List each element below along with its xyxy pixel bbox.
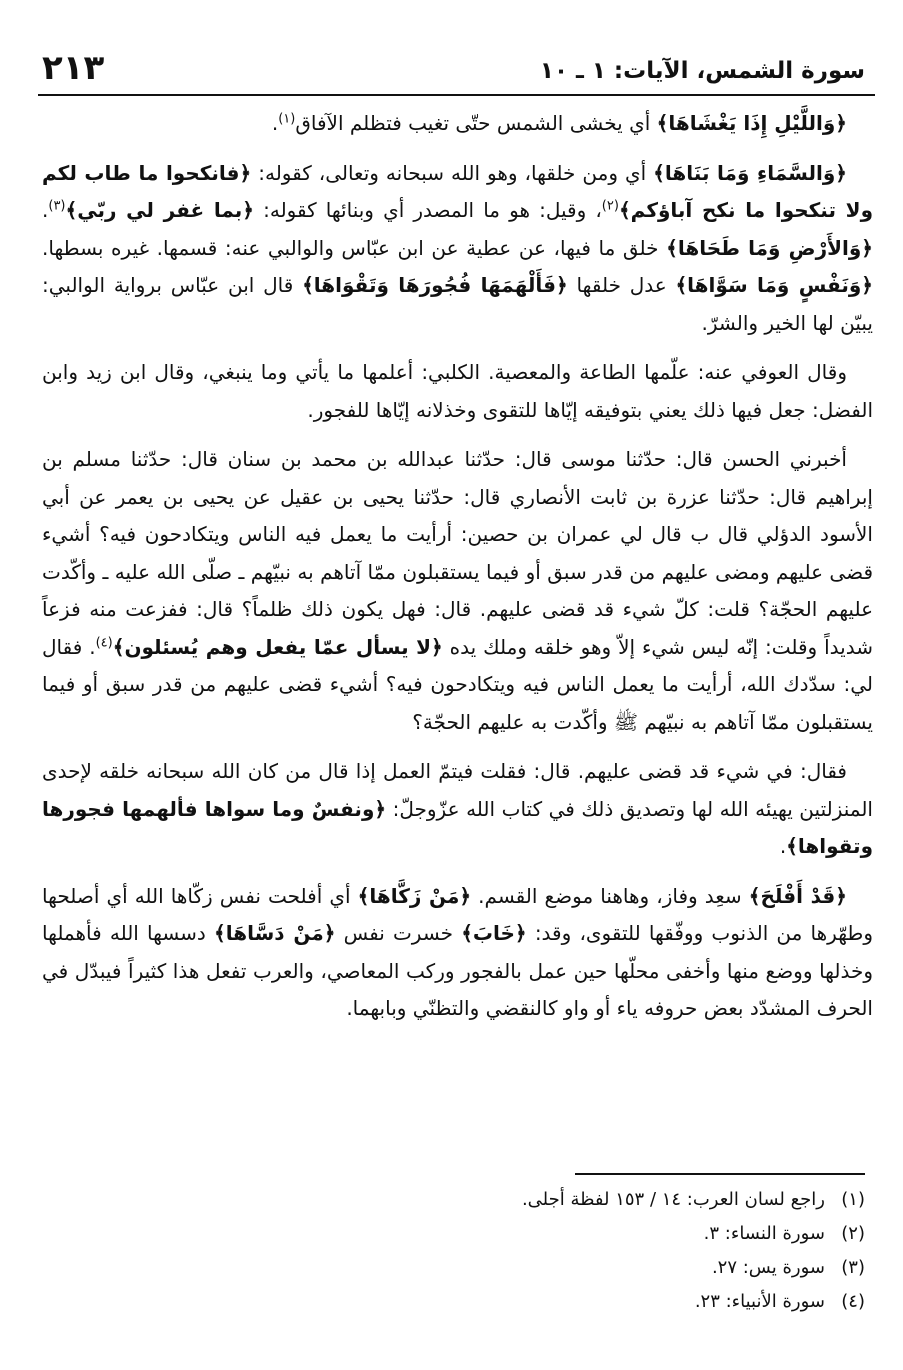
footnote-text: سورة النساء: ٣. [703, 1223, 825, 1244]
quran-quote: ﴿ونفسٌ وما سواها فألهمها فجورها وتقواها﴾ [42, 796, 873, 858]
paragraph-text: . فقال لي: سدّدك الله، أرأيت ما يعمل الناس فيه ويتكادحون فيه؟ أشيء قضى عليهم من قدر سبق أو فيما يستقبلون ممّا آتاهم به نبيّهم ﷺ وأكّدت به عليهم الحجّة؟ [42, 634, 873, 734]
paragraph-text: . [271, 111, 279, 135]
paragraph-text: خلق ما فيها، عن عطية عن ابن عبّاس والوالبي عنه: قسمها. غيره بسطها. [42, 235, 667, 260]
paragraph-awfi [42, 354, 873, 429]
quran-quote: ﴿لا يسأل عمّا يفعل وهم يُسئلون﴾ [112, 634, 443, 659]
page-header [38, 44, 875, 96]
footnote [40, 1217, 865, 1251]
header-rule [38, 94, 875, 96]
quran-quote: ﴿قَدْ أَفْلَحَ﴾ [748, 883, 847, 908]
paragraph-hadith [42, 441, 873, 741]
footnote-ref: (٢) [601, 198, 619, 214]
paragraph-text: ، وقيل: هو ما المصدر أي وبنائها كقوله: [254, 198, 602, 222]
footnote [40, 1285, 865, 1319]
quran-quote: ﴿وَالسَّمَاءِ وَمَا بَنَاهَا﴾ [653, 160, 847, 185]
paragraph-text: خسرت نفس [335, 921, 462, 945]
footnote [40, 1251, 865, 1285]
paragraph-success [42, 878, 873, 1028]
paragraph-text: أخبرني الحسن قال: حدّثنا موسى قال: حدّثنا عبدالله بن محمد بن سنان قال: حدّثنا مسلم بن إبراهيم قال: حدّثنا عزرة بن ثابت الأنصاري قال: حدّثنا يحيى بن عقيل عن يحيى بن يعمر عن أبي الأسود الدؤلي قال ب قال لي عمران بن حصين: أرأيت ما يعمل فيه الناس ويتكادحون فيه؟ أشيء قضى عليهم ومضى عليهم من قدر سبق أو فيما يستقبلون ممّا آتاهم به نبيّهم ـ صلّى الله عليه ـ وأكّدت عليهم الحجّة؟ قلت: كلّ شيء قد قضى عليهم. قال: فهل يكون ذلك ظلماً؟ قال: ففزعت منه فزعاً شديداً وقلت: إنّه ليس شيء إلاّ وهو خلقه وملك يده [42, 447, 873, 659]
paragraph-text: أي أفلحت نفس زكّاها الله أي أصلحها وطهّرها من الذنوب ووفّقها للتقوى، وقد: [42, 883, 874, 945]
paragraph-text: وقال العوفي عنه: علّمها الطاعة والمعصية. الكلبي: أعلمها ما يأتي وما ينبغي، وقال ابن زيد وابن الفضل: جعل فيها ذلك يعني بتوفيقه إيّاها للتقوى وخذلانه إيّاها للفجور. [42, 360, 873, 422]
footnote-separator [575, 1173, 865, 1175]
paragraph-decree [42, 753, 873, 866]
footnote-text: سورة الأنبياء: ٢٣. [694, 1291, 825, 1312]
quran-quote: ﴿وَالأَرْضِ وَمَا طَحَاهَا﴾ [666, 235, 873, 260]
quran-quote: ﴿بما غفر لي ربّي﴾ [65, 198, 254, 222]
footnote [40, 1183, 865, 1217]
quran-quote: ﴿وَنَفْسٍ وَمَا سَوَّاهَا﴾ [675, 273, 874, 297]
footnote-ref: (١) [278, 111, 296, 127]
paragraph-night [42, 105, 873, 143]
footnote-text: راجع لسان العرب: ١٤ / ١٥٣ لفظة أجلى. [521, 1189, 825, 1210]
paragraph-text: فقال: في شيء قد قضى عليهم. قال: فقلت فيتمّ العمل إذا قال من كان الله سبحانه خلقه لإحدى المنزلتين يهيئه الله لها وتصديق ذلك في كتاب الله عزّوجلّ: [42, 759, 873, 821]
footnote-number: (٤) [841, 1291, 865, 1312]
paragraph-text: قال ابن عبّاس برواية الوالبي: يبيّن لها الخير والشرّ. [42, 273, 873, 335]
footnotes [40, 1183, 865, 1319]
quran-quote: ﴿مَنْ دَسَّاهَا﴾ [214, 921, 336, 945]
footnote-text: سورة يس: ٢٧. [711, 1257, 825, 1278]
main-text [42, 105, 873, 1040]
paragraph-text: دسسها الله فأهملها وخذلها ووضع منها وأخفى محلّها حين عمل بالفجور وركب المعاصي، والعرب تفعل هذا كثيراً فيبدّل في الحرف المشدّد بعض حروفه ياء أو واو كالنقضي والتظنّي وبابهما. [42, 921, 873, 1020]
paragraph-text: أي ومن خلقها، وهو الله سبحانه وتعالى، كقوله: [251, 160, 654, 185]
footnote-ref: (٣) [48, 198, 66, 214]
paragraph-text: . [42, 198, 49, 222]
quran-quote: ﴿مَنْ زَكَّاهَا﴾ [357, 883, 472, 908]
footnote-number: (١) [841, 1189, 865, 1210]
footnote-number: (٢) [841, 1223, 865, 1244]
footnote-ref: (٤) [95, 634, 113, 650]
paragraph-text: سعِد وفاز، وهاهنا موضع القسم. [471, 883, 749, 908]
paragraph-sky-earth [42, 155, 873, 343]
page-number: ٢١٣ [42, 48, 105, 88]
quran-quote: ﴿فَأَلْهَمَهَا فُجُورَهَا وَتَقْوَاهَا﴾ [302, 273, 568, 297]
paragraph-text: أي يخشى الشمس حتّى تغيب فتظلم الآفاق [295, 111, 657, 135]
paragraph-text: عدل خلقها [567, 273, 676, 297]
quran-quote: ﴿خَابَ﴾ [461, 921, 527, 945]
paragraph-text: . [779, 834, 787, 858]
quran-quote: ﴿فانكحوا ما طاب لكم ولا تنكحوا ما نكح آباؤكم﴾ [42, 160, 873, 222]
footnote-number: (٣) [841, 1257, 865, 1278]
running-title: سورة الشمس، الآيات: ١ ـ ١٠ [539, 58, 865, 84]
quran-quote: ﴿وَاللَّيْلِ إِذَا يَغْشَاهَا﴾ [656, 111, 847, 135]
